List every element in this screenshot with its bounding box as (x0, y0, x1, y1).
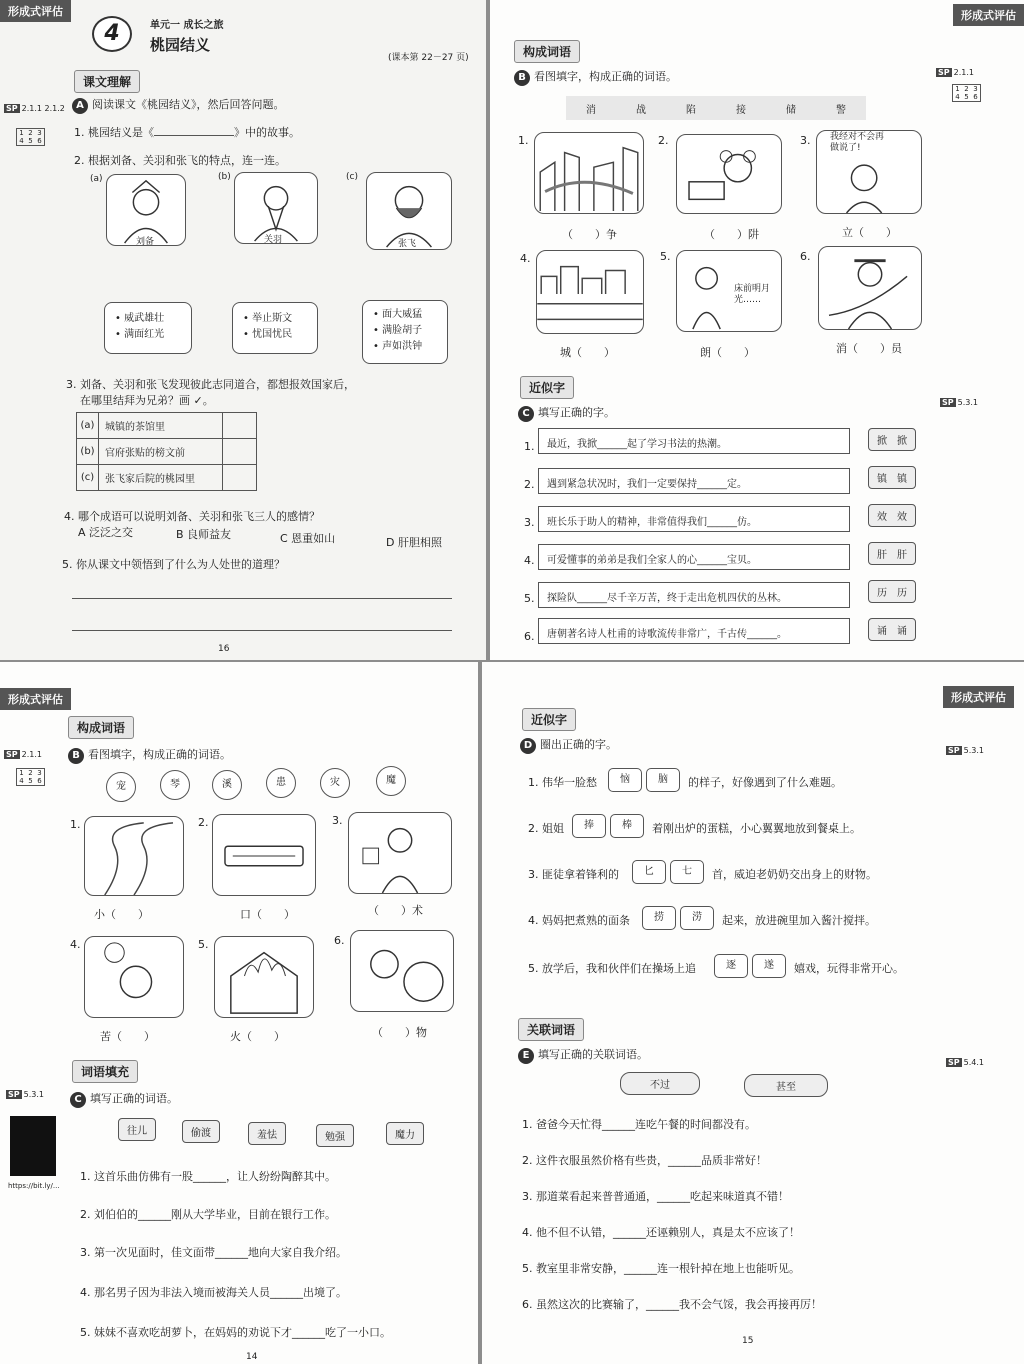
page-number: 14 (246, 1352, 258, 1362)
bank-word: 琴 (160, 770, 190, 800)
sentence-box[interactable]: 最近，我掀______起了学习书法的热潮。 (538, 428, 850, 454)
item-caption[interactable]: 口（ ） (240, 908, 295, 921)
fill-sentence[interactable]: 4. 他不但不认错，______还诬赖别人，真是太不应该了！ (522, 1226, 800, 1239)
picture-city (536, 250, 644, 334)
instruction-b: B 看图填字，构成正确的词语。 (68, 746, 231, 764)
option-label: (b) (218, 172, 231, 182)
section-title: 近似字 (522, 708, 576, 731)
char-option: 效 效 (868, 504, 916, 527)
item-number: 2. (658, 134, 669, 147)
portrait-name: 刘备 (136, 237, 155, 247)
item-number: 4. (70, 938, 81, 951)
picture-war (534, 132, 644, 214)
item-caption[interactable]: （ ）阱 (704, 228, 759, 241)
word-bank (566, 96, 866, 120)
sp-code: SP 5.3.1 (942, 398, 978, 407)
option-label: (a) (90, 174, 103, 184)
picture-worried-girl (84, 936, 184, 1018)
item-number: 3. (332, 814, 343, 827)
item-number: 3. (800, 134, 811, 147)
char-option: 掀 掀 (868, 428, 916, 451)
item-caption[interactable]: （ ）术 (368, 904, 423, 917)
page-top-right (490, 0, 1024, 660)
bank-word: 患 (266, 768, 296, 798)
circle-item: 4. 妈妈把煮熟的面条 (528, 914, 630, 927)
option-label: (c) (346, 172, 358, 182)
item-number: 6. (334, 934, 345, 947)
section-title: 课文理解 (74, 70, 140, 93)
tick-box[interactable] (223, 439, 257, 465)
tp-grid: 1 2 3 4 5 6 (952, 84, 981, 102)
sp-code: SP 5.3.1 (8, 1090, 44, 1099)
bank-word: 灾 (320, 768, 350, 798)
bank-word: 溪 (212, 770, 242, 800)
bank-word: 往儿 (118, 1118, 156, 1141)
unit-label: 单元一 成长之旅 (150, 20, 224, 31)
fill-sentence[interactable]: 2. 这件衣服虽然价格有些贵，______品质非常好！ (522, 1154, 767, 1167)
question-4: 4. 哪个成语可以说明刘备、关羽和张飞三人的感情？ (64, 510, 320, 523)
item-number: 5. (660, 250, 671, 263)
item-number: 2. (198, 816, 209, 829)
textbook-ref: (课本第 22－27 页) (388, 53, 469, 63)
question-5: 5. 你从课文中领悟到了什么为人处世的道理？ (62, 558, 285, 571)
item-number: 1. (518, 134, 529, 147)
circle-item-tail: 首，威迫老奶奶交出身上的财物。 (712, 868, 877, 881)
corner-tag: 形成式评估 (953, 4, 1024, 26)
char-choice[interactable]: 捧 (572, 814, 606, 838)
bank-word: 羞怯 (248, 1122, 286, 1145)
q3-table: (a) 城镇的茶馆里 (b) 官府张贴的榜文前 (c) 张飞家后院的桃园里 (76, 412, 257, 491)
section-title: 构成词语 (514, 40, 580, 63)
char-choice[interactable]: 棒 (610, 814, 644, 838)
char-option: 诵 诵 (868, 618, 916, 641)
question-2: 2. 根据刘备、关羽和张飞的特点，连一连。 (74, 154, 286, 167)
item-caption[interactable]: 城（ ） (560, 346, 615, 359)
question-1: 1. 桃园结义是《 》中的故事。 (74, 126, 300, 139)
tp-grid: 1 2 3 4 5 6 (16, 128, 45, 146)
char-choice[interactable]: 捞 (642, 906, 676, 930)
circle-item-tail: 的样子，好像遇到了什么难题。 (688, 776, 842, 789)
sp-code: SP 2.1.1 2.1.2 (6, 104, 65, 113)
question-3-cont: 在哪里结拜为兄弟？画 ✓。 (80, 394, 214, 407)
circle-item-tail: 起来，放进碗里加入酱汁搅拌。 (722, 914, 876, 927)
portrait-name: 张飞 (398, 239, 417, 249)
char-choice[interactable]: 遂 (752, 954, 786, 978)
instruction-c: C 填写正确的字。 (518, 404, 615, 422)
trait-box-1: • 威武雄壮 • 满面红光 (104, 302, 192, 354)
picture-fire (214, 936, 314, 1018)
item-caption[interactable]: 朗（ ） (700, 346, 755, 359)
lesson-number: 4 (92, 16, 132, 52)
item-number: 6. (800, 250, 811, 263)
bank-word: 魔 (376, 766, 406, 796)
section-title: 词语填充 (72, 1060, 138, 1083)
bank-word: 宠 (106, 772, 136, 802)
corner-tag: 形成式评估 (0, 688, 71, 710)
fill-sentence[interactable]: 3. 那道菜看起来普普通通，______吃起来味道真不错！ (522, 1190, 789, 1203)
tick-box[interactable] (223, 413, 257, 439)
sp-code: SP 5.4.1 (948, 1058, 984, 1067)
q4-option[interactable]: D 肝胆相照 (386, 536, 442, 549)
char-option: 镇 镇 (868, 466, 916, 489)
answer-line[interactable] (72, 630, 452, 631)
page-bottom-right (482, 662, 1024, 1364)
page-number: 15 (742, 1336, 754, 1346)
picture-mousetrap (676, 134, 782, 214)
fill-sentence[interactable]: 5. 妹妹不喜欢吃胡萝卜，在妈妈的劝说下才______吃了一小口。 (80, 1326, 391, 1339)
item-caption[interactable]: （ ）争 (562, 228, 617, 241)
item-number: 4. (520, 252, 531, 265)
sp-code: SP 5.3.1 (948, 746, 984, 755)
tp-grid: 1 2 3 4 5 6 (16, 768, 45, 786)
instruction-c: C 填写正确的词语。 (70, 1090, 178, 1108)
q4-option[interactable]: B 良师益友 (176, 528, 232, 541)
question-3: 3. 刘备、关羽和张飞发现彼此志同道合，都想报效国家后， (66, 378, 355, 391)
sentence-box[interactable]: 遇到紧急状况时，我们一定要保持______定。 (538, 468, 850, 494)
section-title: 关联词语 (518, 1018, 584, 1041)
speech-bubble: 我经对不会再做说了! (830, 132, 885, 153)
qr-caption: https://bit.ly/... (8, 1182, 60, 1190)
corner-tag: 形成式评估 (943, 686, 1014, 708)
item-number: 4. (524, 554, 535, 567)
sentence-box[interactable]: 探险队______尽千辛万苦，终于走出危机四伏的丛林。 (538, 582, 850, 608)
bank-word: 不过 (620, 1072, 700, 1095)
section-title: 构成词语 (68, 716, 134, 739)
item-caption[interactable]: 苦（ ） (100, 1030, 155, 1043)
instruction-e: E 填写正确的关联词语。 (518, 1046, 648, 1064)
bank-word: 接 (736, 104, 746, 116)
speech-bubble: 床前明月光…… (734, 284, 771, 305)
sentence-box[interactable]: 唐朝著名诗人杜甫的诗歌流传非常广，千古传______。 (538, 618, 850, 644)
fill-sentence[interactable]: 6. 虽然这次的比赛输了，______我不会气馁，我会再接再厉！ (522, 1298, 822, 1311)
sentence-box[interactable]: 可爱懂事的弟弟是我们全家人的心______宝贝。 (538, 544, 850, 570)
item-number: 1. (524, 440, 535, 453)
item-caption[interactable]: （ ）物 (372, 1026, 427, 1039)
item-caption[interactable]: 立（ ） (842, 226, 897, 239)
bank-word: 陷 (686, 104, 696, 116)
instruction-b: B 看图填字，构成正确的词语。 (514, 68, 677, 86)
page-number: 16 (218, 644, 230, 654)
instruction-a: A 阅读课文《桃园结义》，然后回答问题。 (72, 96, 285, 114)
char-choice[interactable]: 匕 (632, 860, 666, 884)
instruction-d: D 圈出正确的字。 (520, 736, 617, 754)
bank-word: 魔力 (386, 1122, 424, 1145)
circle-item: 2. 姐姐 (528, 822, 564, 835)
char-choice[interactable]: 逐 (714, 954, 748, 978)
char-choice[interactable]: 涝 (680, 906, 714, 930)
item-caption[interactable]: 火（ ） (230, 1030, 285, 1043)
picture-harmonica (212, 814, 316, 896)
bank-word: 甚至 (744, 1074, 828, 1097)
item-number: 6. (524, 630, 535, 643)
fill-sentence[interactable]: 5. 教室里非常安静，______连一根针掉在地上也能听见。 (522, 1262, 800, 1275)
tick-box[interactable] (223, 465, 257, 491)
fill-sentence[interactable]: 2. 刘伯伯的______刚从大学毕业，目前在银行工作。 (80, 1208, 336, 1221)
circle-item: 3. 匪徒拿着锋利的 (528, 868, 619, 881)
circle-item: 5. 放学后，我和伙伴们在操场上追 (528, 962, 696, 975)
char-choice[interactable]: 恼 (608, 768, 642, 792)
item-number: 2. (524, 478, 535, 491)
picture-stream (84, 816, 184, 896)
answer-line[interactable] (72, 598, 452, 599)
char-choice[interactable]: 脑 (646, 768, 680, 792)
bank-word: 偷渡 (182, 1120, 220, 1143)
section-title: 近似字 (520, 376, 574, 399)
bank-word: 消 (586, 104, 596, 116)
bank-word: 储 (786, 104, 796, 116)
q4-option[interactable]: A 泛泛之交 (78, 526, 134, 539)
qr-code-icon[interactable] (10, 1116, 56, 1176)
bank-word: 警 (836, 104, 846, 116)
char-option: 肝 肝 (868, 542, 916, 565)
bank-word: 勉强 (316, 1124, 354, 1147)
bank-word: 战 (636, 104, 646, 116)
fill-sentence[interactable]: 3. 第一次见面时，佳文面带______地向大家自我介绍。 (80, 1246, 347, 1259)
item-caption[interactable]: 消（ ）员 (836, 342, 902, 355)
circle-item-tail: 嬉戏，玩得非常开心。 (794, 962, 904, 975)
trait-box-2: • 举止斯文 • 忧国忧民 (232, 302, 318, 354)
sp-code: SP 2.1.1 (938, 68, 974, 77)
item-number: 5. (198, 938, 209, 951)
char-option: 历 历 (868, 580, 916, 603)
picture-pet-fish (350, 930, 454, 1012)
lesson-title: 桃园结义 (150, 36, 211, 54)
circle-item-tail: 着刚出炉的蛋糕，小心翼翼地放到餐桌上。 (652, 822, 861, 835)
item-number: 1. (70, 818, 81, 831)
item-number: 3. (524, 516, 535, 529)
item-caption[interactable]: 小（ ） (94, 908, 149, 921)
page-bottom-left (0, 662, 478, 1364)
q4-option[interactable]: C 恩重如山 (280, 532, 336, 545)
page-top-left (0, 0, 486, 660)
fill-sentence[interactable]: 4. 那名男子因为非法入境而被海关人员______出境了。 (80, 1286, 347, 1299)
picture-firefighter (818, 246, 922, 330)
circle-item: 1. 伟华一脸愁 (528, 776, 597, 789)
portrait-name: 关羽 (264, 235, 283, 245)
char-choice[interactable]: 七 (670, 860, 704, 884)
item-number: 5. (524, 592, 535, 605)
fill-sentence[interactable]: 1. 爸爸今天忙得______连吃午餐的时间都没有。 (522, 1118, 756, 1131)
picture-magician (348, 812, 452, 894)
corner-tag: 形成式评估 (0, 0, 71, 22)
sentence-box[interactable]: 班长乐于助人的精神，非常值得我们______仿。 (538, 506, 850, 532)
trait-box-3: • 面大威猛 • 满脸胡子 • 声如洪钟 (362, 300, 448, 364)
fill-sentence[interactable]: 1. 这首乐曲仿佛有一股______，让人纷纷陶醉其中。 (80, 1170, 336, 1183)
sp-code: SP 2.1.1 (6, 750, 42, 759)
